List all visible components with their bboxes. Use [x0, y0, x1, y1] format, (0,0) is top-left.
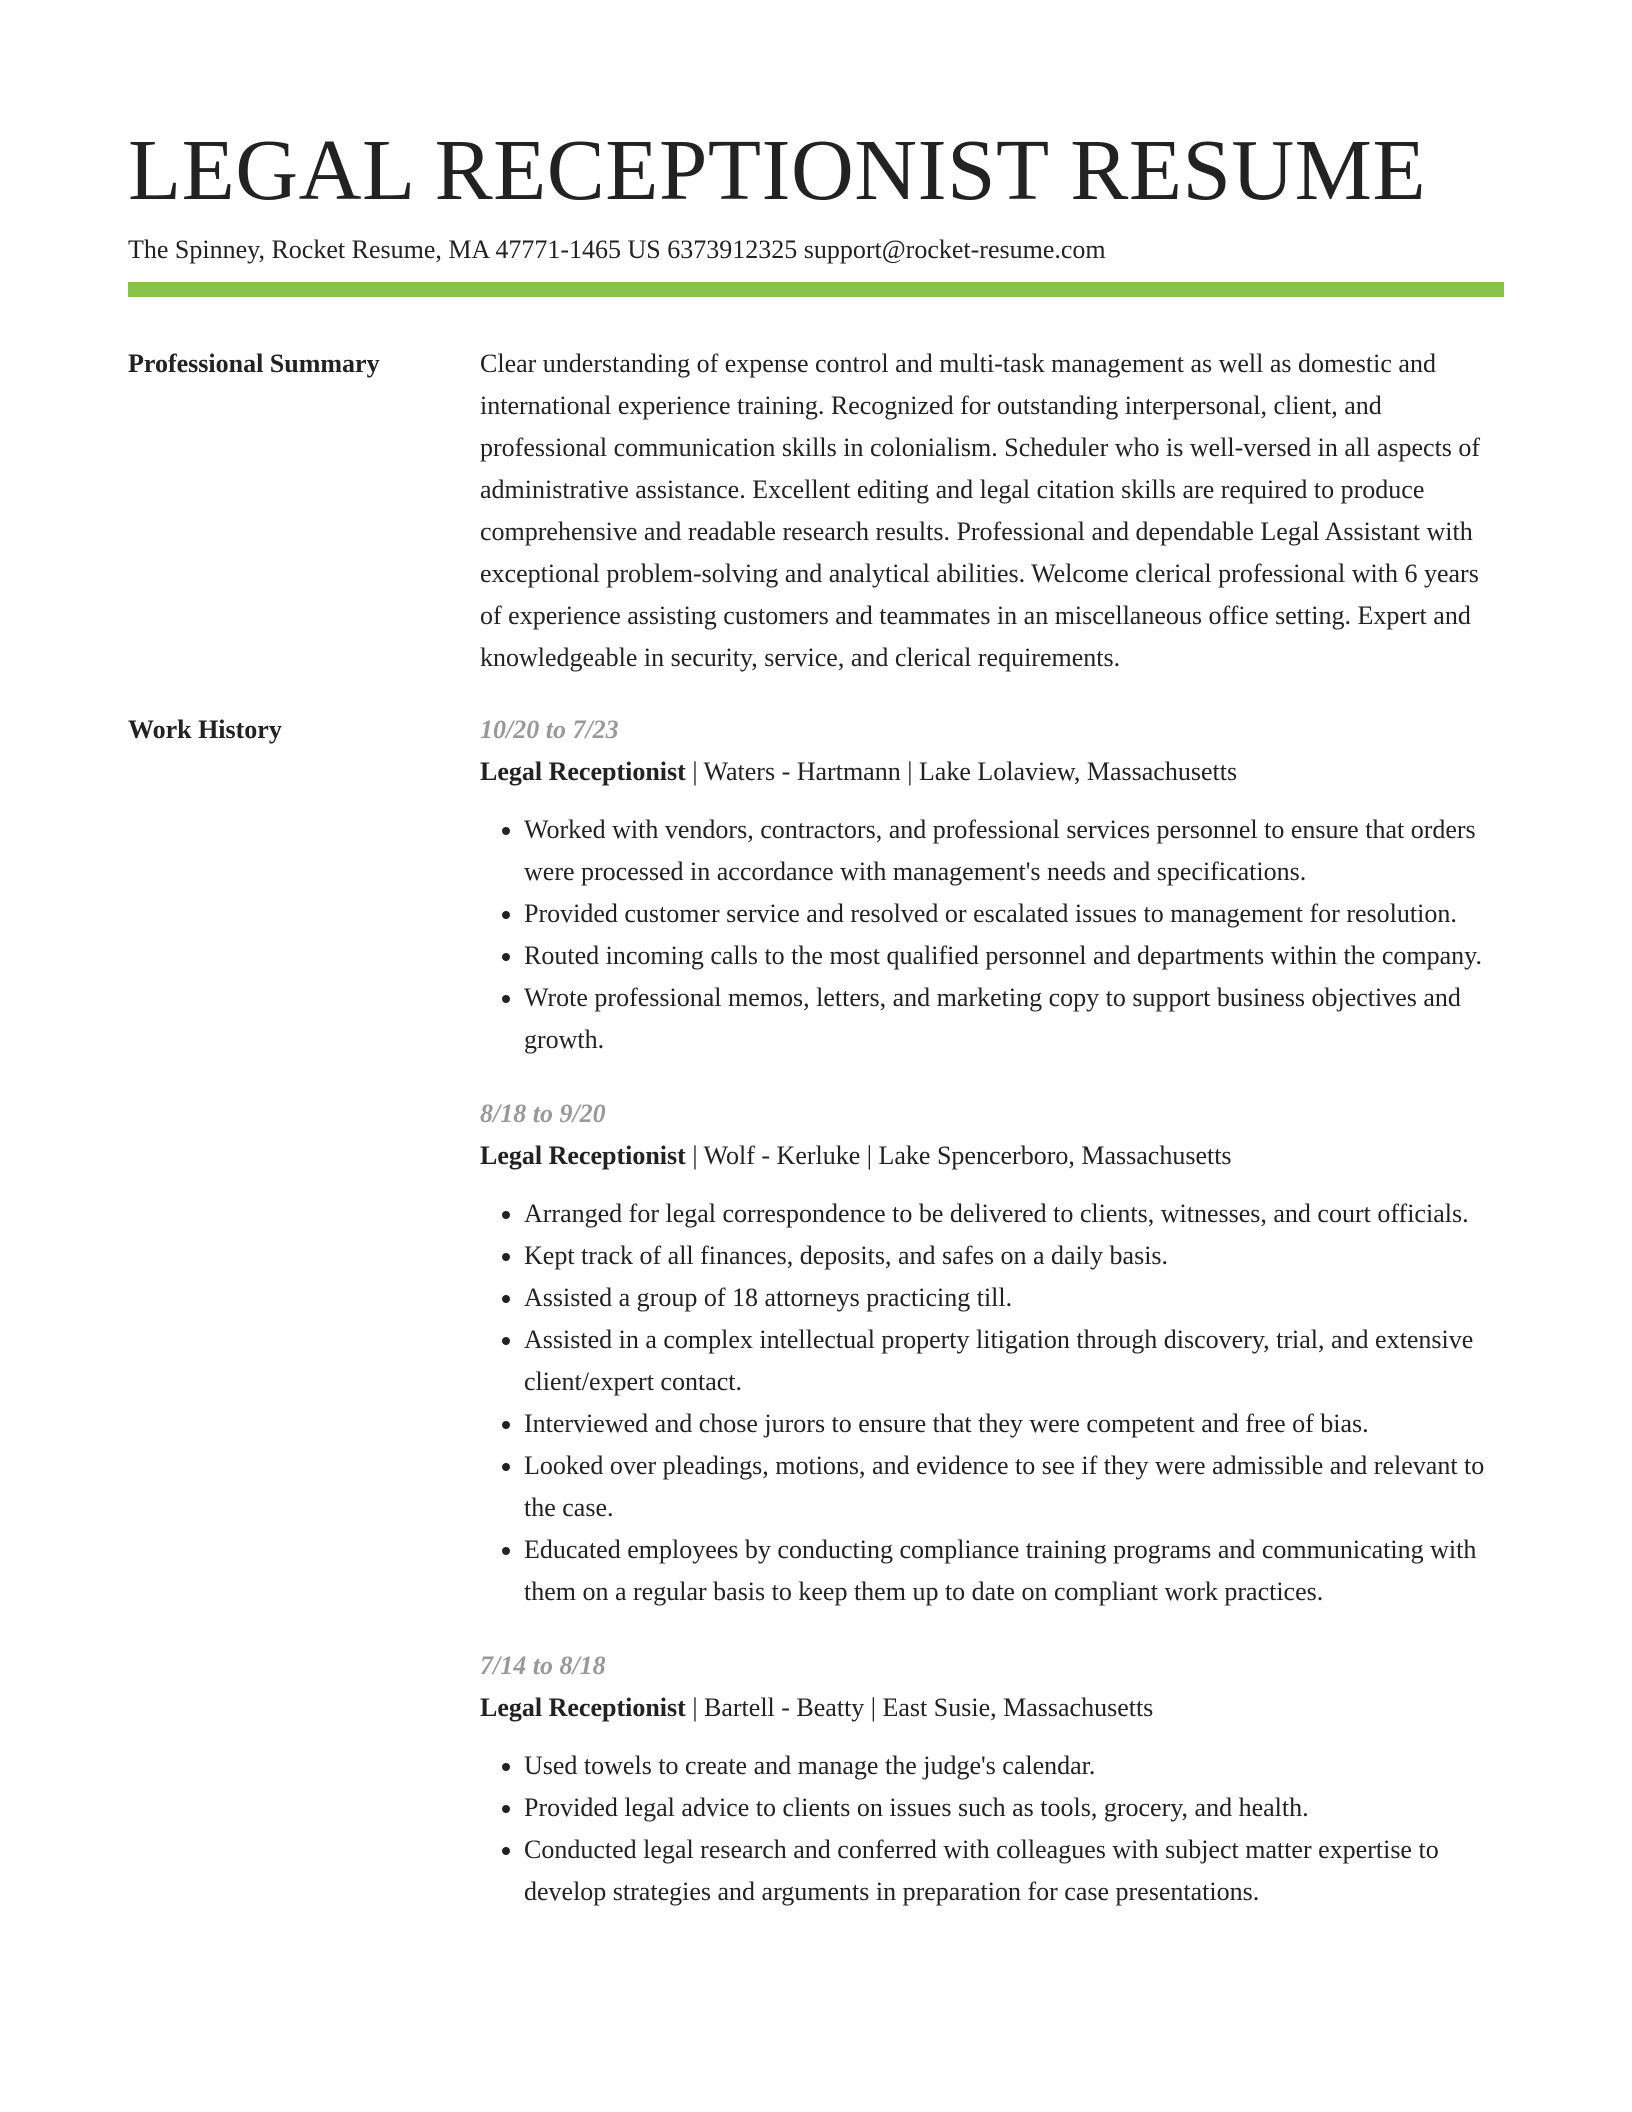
job-dates: 8/18 to 9/20: [480, 1099, 606, 1128]
header-divider: [128, 282, 1504, 297]
job-title: Legal Receptionist: [480, 1141, 686, 1170]
job-bullet-list: [480, 809, 1504, 1061]
job-details: | Waters - Hartmann | Lake Lolaview, Massachusetts: [685, 757, 1238, 786]
professional-summary-body: [480, 343, 1504, 679]
job-bullet-list: [480, 1745, 1504, 1913]
job-bullet: • Educated employees by conducting compliance training programs and communicating with them on a regular basis to keep them up to date on compliant work practices.: [524, 1529, 1504, 1613]
job-bullet: • Assisted in a complex intellectual property litigation through discovery, trial, and extensive client/expert contact.: [524, 1319, 1504, 1403]
job-bullet: • Assisted a group of 18 attorneys practicing till.: [524, 1277, 1504, 1319]
professional-summary-section: [128, 343, 1504, 679]
job-bullet: • Wrote professional memos, letters, and marketing copy to support business objectives and growth.: [524, 977, 1504, 1061]
job-bullet-list: [480, 1193, 1504, 1613]
job-entry: [480, 1645, 1504, 1913]
job-bullet: • Worked with vendors, contractors, and professional services personnel to ensure that orders were processed in accordance with management's needs and specifications.: [524, 809, 1504, 893]
job-bullet: • Provided customer service and resolved or escalated issues to management for resolution.: [524, 893, 1504, 935]
work-history-body: [480, 709, 1504, 1913]
job-heading: [480, 1135, 1504, 1177]
resume-page: [128, 0, 1504, 1913]
job-dates: 10/20 to 7/23: [480, 715, 619, 744]
job-entry: [480, 709, 1504, 1061]
job-heading: [480, 1687, 1504, 1729]
job-title: Legal Receptionist: [480, 757, 686, 786]
job-bullet: • Kept track of all finances, deposits, and safes on a daily basis.: [524, 1235, 1504, 1277]
job-bullet: • Looked over pleadings, motions, and evidence to see if they were admissible and relevant to the case.: [524, 1445, 1504, 1529]
job-bullet: • Conducted legal research and conferred with colleagues with subject matter expertise to develop strategies and arguments in preparation for case presentations.: [524, 1829, 1504, 1913]
job-bullet: • Routed incoming calls to the most qualified personnel and departments within the company.: [524, 935, 1504, 977]
job-heading: [480, 751, 1504, 793]
job-details: | Wolf - Kerluke | Lake Spencerboro, Massachusetts: [685, 1141, 1232, 1170]
job-bullet: • Interviewed and chose jurors to ensure that they were competent and free of bias.: [524, 1403, 1504, 1445]
section-label-professional-summary: Professional Summary: [128, 349, 380, 378]
job-entry: [480, 1093, 1504, 1613]
job-bullet: • Provided legal advice to clients on issues such as tools, grocery, and health.: [524, 1787, 1504, 1829]
section-label-work-history: Work History: [128, 715, 282, 744]
job-title: Legal Receptionist: [480, 1693, 686, 1722]
contact-line: The Spinney, Rocket Resume, MA 47771-1465 US 6373912325 support@rocket-resume.com: [128, 235, 1106, 264]
work-history-section: [128, 709, 1504, 1913]
job-details: | Bartell - Beatty | East Susie, Massachusetts: [685, 1693, 1154, 1722]
job-bullet: • Arranged for legal correspondence to be delivered to clients, witnesses, and court officials.: [524, 1193, 1504, 1235]
job-bullet: • Used towels to create and manage the judge's calendar.: [524, 1745, 1504, 1787]
summary-text: Clear understanding of expense control and multi-task management as well as domestic and international experience training. Recognized for outstanding interpersonal, client, and professional communication skills in colonialism. Scheduler who is well-versed in all aspects of administrative assistance. Excellent editing and legal citation skills are required to produce comprehensive and readable research results. Professional and dependable Legal Assistant with exceptional problem-solving and analytical abilities. Welcome clerical professional with 6 years of experience assisting customers and teammates in an miscellaneous office setting. Expert and knowledgeable in security, service, and clerical requirements.: [480, 349, 1481, 672]
resume-title: LEGAL RECEPTIONIST RESUME: [128, 121, 1427, 218]
job-dates: 7/14 to 8/18: [480, 1651, 606, 1680]
